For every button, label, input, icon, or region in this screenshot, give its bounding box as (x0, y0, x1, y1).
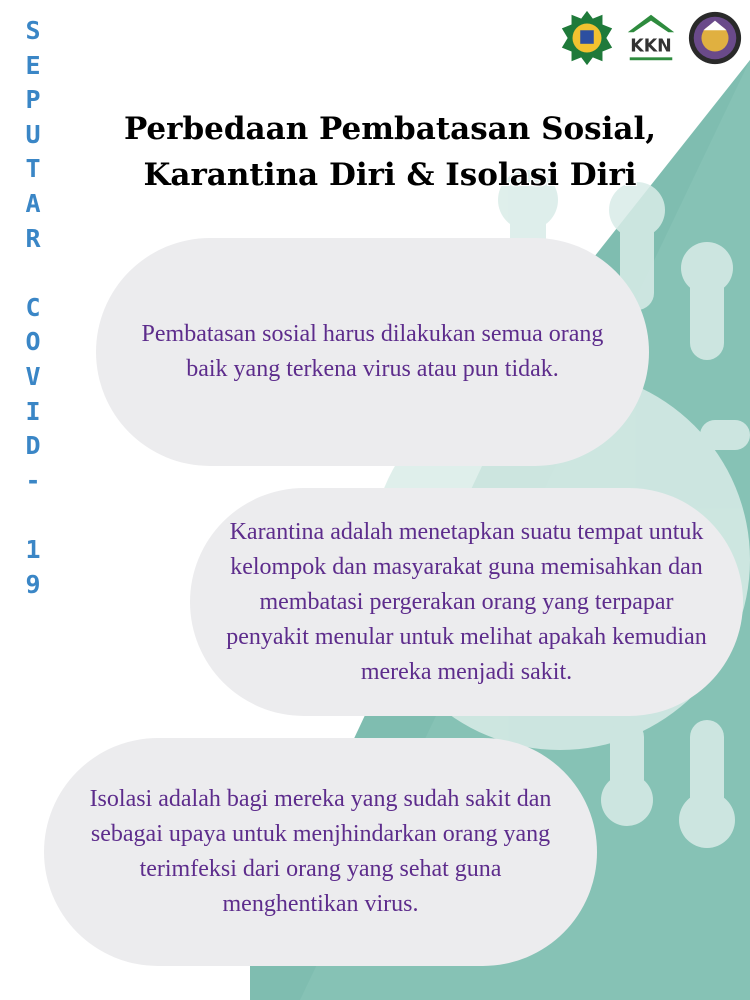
side-label-char: - (25, 465, 41, 495)
side-label-char: U (25, 119, 41, 149)
side-label-char: A (25, 188, 41, 218)
side-label-char: S (25, 16, 41, 45)
side-label-char: C (25, 292, 41, 322)
page-title (80, 106, 700, 198)
title-line-2: Karantina Diri & Isolasi Diri (143, 157, 637, 193)
side-label-char: 1 (25, 534, 41, 564)
info-card-isolation (44, 738, 597, 966)
side-label-char: R (25, 223, 41, 253)
title-line-1: Perbedaan Pembatasan Sosial, (123, 111, 657, 147)
card-text: Pembatasan sosial harus dilakukan semua orang baik yang terkena virus atau pun tidak. (141, 321, 604, 382)
side-label-char: D (25, 431, 41, 461)
card-text: Isolasi adalah bagi mereka yang sudah sakit dan sebagai upaya untuk menjhindarkan orang yang terimfeksi dari orang yang sehat guna menghentikan virus. (89, 786, 552, 917)
side-label-char: E (25, 50, 41, 80)
side-label-char: 9 (25, 569, 41, 599)
info-card-quarantine (190, 488, 743, 716)
kkn-logo-text: KKN (630, 36, 672, 57)
side-label-char: P (25, 85, 41, 115)
university-emblem-icon (558, 8, 616, 68)
kkn-group-emblem-icon (686, 8, 744, 68)
side-label-char: T (25, 154, 41, 184)
side-label-seputar-covid (16, 14, 50, 602)
logo-group (558, 8, 744, 68)
side-label-char: V (25, 361, 41, 391)
kkn-logo-icon (622, 8, 680, 68)
side-label-char: I (25, 396, 41, 426)
card-text: Karantina adalah menetapkan suatu tempat untuk kelompok dan masyarakat guna memisahkan dan membatasi pergerakan orang yang terpapar penyakit menular untuk melihat apakah kemudian mereka menjadi sakit. (226, 518, 707, 685)
side-label-char: O (25, 327, 41, 357)
info-card-social-distancing (96, 238, 649, 466)
